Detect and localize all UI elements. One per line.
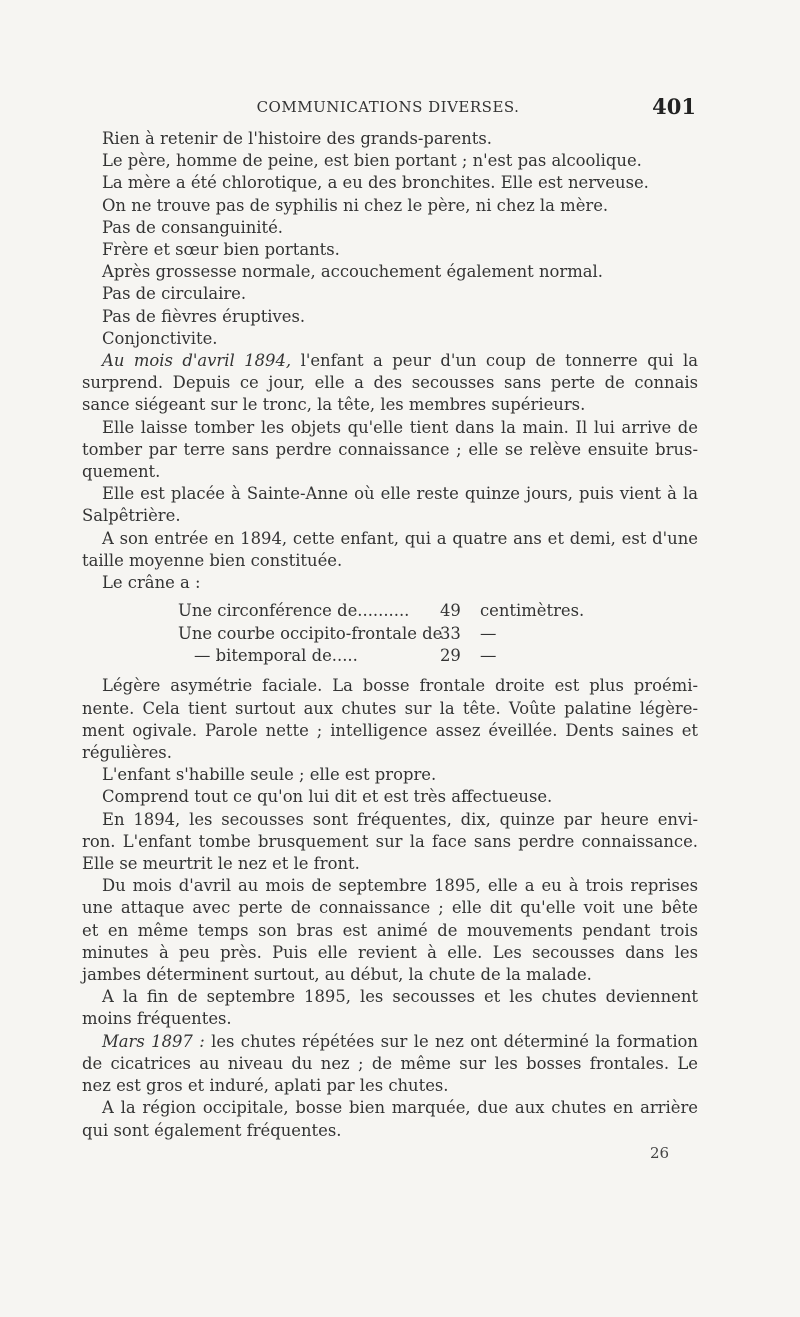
paragraph-line: quement. — [82, 462, 161, 482]
paragraph-line: qui sont également fréquentes. — [82, 1120, 342, 1140]
body-text — [82, 128, 698, 1142]
page-header — [80, 96, 696, 122]
paragraph-line: Elle se meurtrit le nez et le front. — [82, 854, 360, 874]
page-number: 401 — [652, 94, 696, 119]
paragraph: Le crâne a : — [102, 573, 201, 593]
measurement-table — [82, 600, 698, 667]
paragraph: Conjonctivite. — [102, 328, 218, 348]
paragraph-line: régulières. — [82, 743, 172, 763]
paragraph-line: et en même temps son bras est animé de mouvements pendant trois — [82, 920, 698, 940]
paragraph: Après grossesse normale, accouchement également normal. — [102, 262, 603, 282]
paragraph-line: tomber par terre sans perdre connaissance ; elle se relève ensuite brus- — [82, 439, 698, 459]
paragraph-line: Elle laisse tomber les objets qu'elle tient dans la main. Il lui arrive de — [102, 417, 698, 437]
paragraph-line: nez est gros et induré, aplati par les chutes. — [82, 1076, 449, 1096]
signature-mark: 26 — [650, 1144, 670, 1162]
paragraph-line: Elle est placée à Sainte-Anne où elle reste quinze jours, puis vient à la — [102, 484, 698, 504]
paragraph: Pas de circulaire. — [102, 284, 247, 304]
paragraph: Pas de consanguinité. — [102, 217, 284, 237]
measurement-row — [82, 645, 698, 667]
paragraph — [82, 1031, 698, 1053]
measurement-row — [82, 623, 698, 645]
paragraph-line: minutes à peu près. Puis elle revient à elle. Les secousses dans les — [82, 942, 698, 962]
paragraph-line: nente. Cela tient surtout aux chutes sur la tête. Voûte palatine légère- — [82, 698, 698, 718]
measurement-label: Une circonférence de.......... — [178, 601, 410, 621]
paragraph-line: surprend. Depuis ce jour, elle a des secousses sans perte de connais — [82, 373, 698, 393]
paragraph-line: A la fin de septembre 1895, les secousses et les chutes deviennent — [102, 987, 698, 1007]
date-reference: Mars 1897 : — [102, 1031, 205, 1051]
measurement-value: 33 — [440, 623, 461, 643]
paragraph: Le père, homme de peine, est bien portant ; n'est pas alcoolique. — [102, 151, 642, 171]
paragraph-line: Du mois d'avril au mois de septembre 1895, elle a eu à trois reprises — [102, 876, 698, 896]
paragraph: Pas de fièvres éruptives. — [102, 306, 306, 326]
paragraph: La mère a été chlorotique, a eu des bronchites. Elle est nerveuse. — [102, 173, 649, 193]
measurement-label: Une courbe occipito-frontale de — [178, 623, 443, 643]
measurement-label: — bitemporal de..... — [194, 646, 358, 666]
paragraph-line: jambes déterminent surtout, au début, la chute de la malade. — [82, 965, 592, 985]
measurement-unit: centimètres. — [480, 601, 585, 621]
paragraph-line: taille moyenne bien constituée. — [82, 550, 343, 570]
paragraph-line: A la région occipitale, bosse bien marquée, due aux chutes en arrière — [102, 1098, 698, 1118]
measurement-unit: — — [480, 623, 497, 643]
measurement-row — [82, 600, 698, 622]
running-head: COMMUNICATIONS DIVERSES. — [256, 98, 520, 116]
paragraph-line: ment ogivale. Parole nette ; intelligence assez éveillée. Dents saines et — [82, 720, 698, 740]
measurement-value: 49 — [440, 601, 461, 621]
line: l'enfant a peur d'un coup de tonnerre qui la — [291, 351, 698, 371]
paragraph: L'enfant s'habille seule ; elle est propre. — [102, 765, 437, 785]
paragraph-line: En 1894, les secousses sont fréquentes, dix, quinze par heure envi- — [102, 809, 698, 829]
paragraph-line: une attaque avec perte de connaissance ; elle dit qu'elle voit une bête — [82, 898, 698, 918]
paragraph — [82, 350, 698, 372]
paragraph: Comprend tout ce qu'on lui dit et est très affectueuse. — [102, 787, 553, 807]
measurement-unit: — — [480, 646, 497, 666]
paragraph-line: ron. L'enfant tombe brusquement sur la face sans perdre connaissance. — [82, 831, 698, 851]
paragraph-line: sance siégeant sur le tronc, la tête, les membres supérieurs. — [82, 395, 586, 415]
paragraph-line: de cicatrices au niveau du nez ; de même sur les bosses frontales. Le — [82, 1053, 698, 1073]
paragraph: On ne trouve pas de syphilis ni chez le père, ni chez la mère. — [102, 195, 609, 215]
paragraph-line: Salpêtrière. — [82, 506, 181, 526]
date-reference: Au mois d'avril 1894, — [102, 351, 292, 371]
paragraph-line: A son entrée en 1894, cette enfant, qui a quatre ans et demi, est d'une — [102, 528, 698, 548]
measurement-value: 29 — [440, 646, 461, 666]
line: les chutes répétées sur le nez ont déterminé la formation — [204, 1031, 698, 1051]
paragraph: Frère et sœur bien portants. — [102, 240, 340, 260]
paragraph: Rien à retenir de l'histoire des grands-parents. — [102, 129, 492, 148]
paragraph-line: Légère asymétrie faciale. La bosse frontale droite est plus proémi- — [102, 676, 698, 696]
paragraph-line: moins fréquentes. — [82, 1009, 232, 1029]
